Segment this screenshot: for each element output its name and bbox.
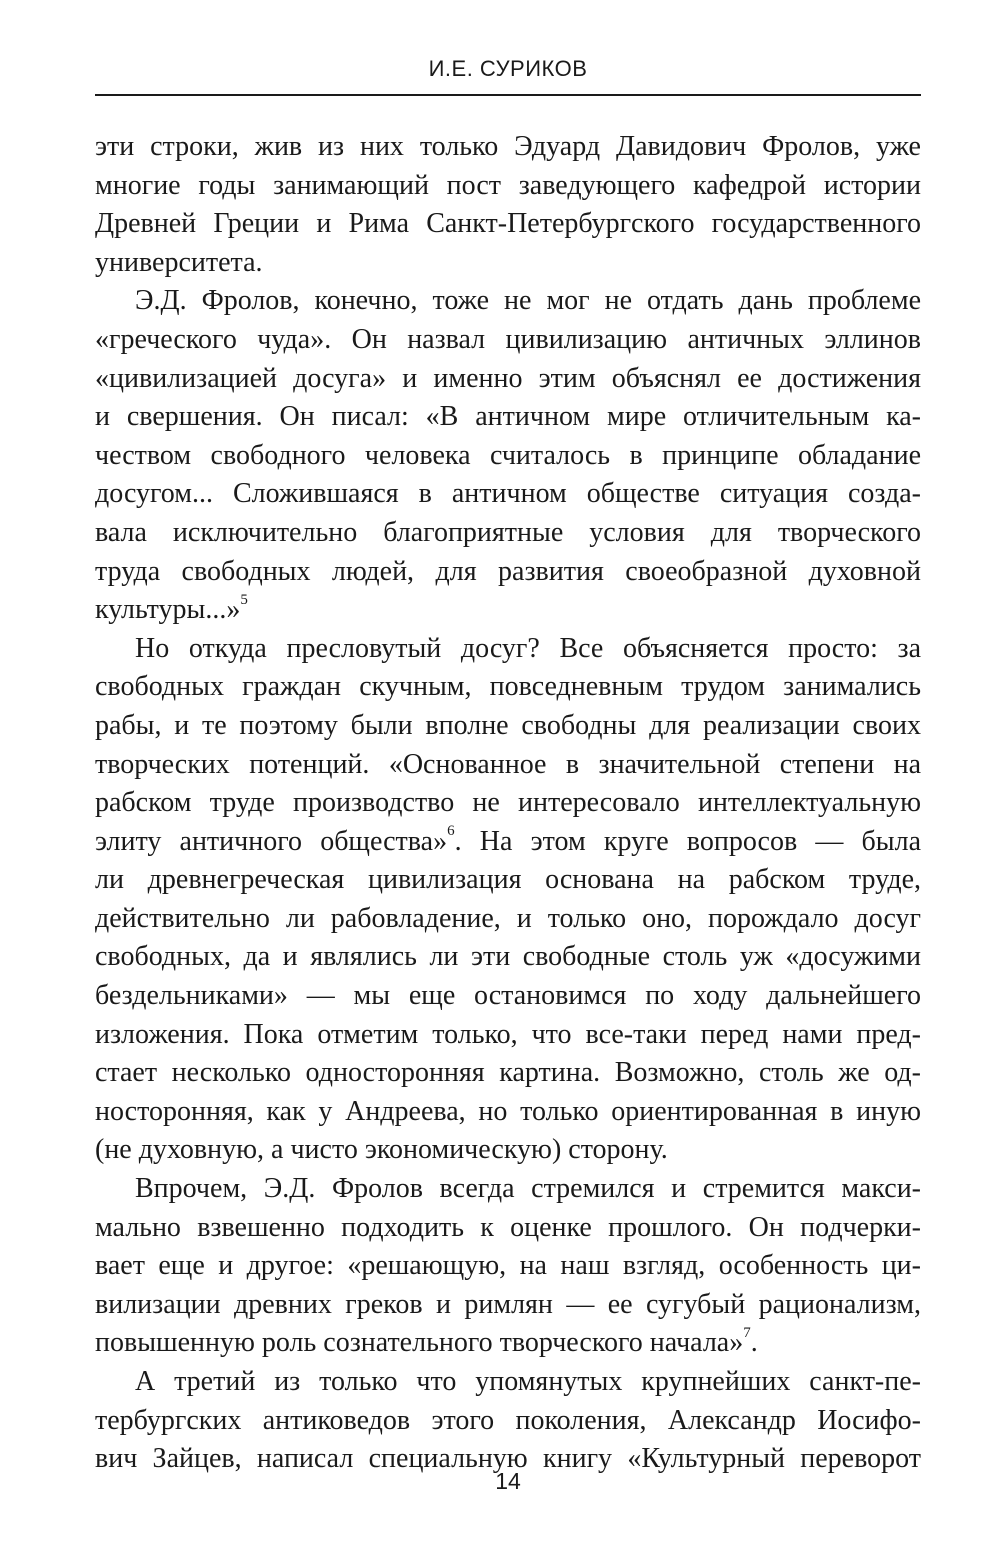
text-line: Но откуда пресловутый досуг? Все объясняется просто: за [135,632,921,664]
text-line: творческих потенций. «Основанное в значительной степени на [95,748,921,780]
text-fragment: повышенную роль сознательного творческого начала» [95,1327,744,1359]
paragraph-5 [95,1363,921,1479]
text-fragment: . [750,1327,758,1359]
text-fragment: культуры...» [95,594,241,626]
footnote-marker: 6 [447,823,455,840]
text-line [95,1324,921,1363]
text-line: изложения. Пока отметим только, что все-таки перед нами пред- [95,1018,921,1050]
text-fragment: элиту античного общества» [95,825,448,857]
text-line: вилизации древних греков и римлян — ее сугубый рационализм, [95,1288,921,1320]
footnote-marker: 7 [743,1325,751,1342]
text-fragment: . На этом круге вопросов — была [454,825,921,857]
text-line: тербургских антиковедов этого поколения, Александр Иосифо- [95,1404,921,1436]
text-line [95,823,921,862]
text-line: Древней Греции и Рима Санкт-Петербургского государственного [95,208,921,240]
text-line: носторонняя, как у Андреева, но только ориентированная в иную [95,1095,921,1127]
text-line: свободных граждан скучным, повседневным трудом занимались [95,671,921,703]
paragraph-3 [95,630,921,1170]
text-line: бездельниками» — мы еще остановимся по ходу дальнейшего [95,980,921,1012]
text-line: чеством свободного человека считалось в принципе обладание [95,439,921,471]
text-line: действительно ли рабовладение, и только оно, порождало досуг [95,902,921,934]
paragraph-2 [95,282,921,629]
header-rule [95,94,921,96]
footnote-marker: 5 [240,591,248,608]
text-line: вала исключительно благоприятные условия для творческого [95,516,921,548]
text-line: досугом... Сложившаяся в античном обществе ситуация созда- [95,478,921,510]
text-line: университета. [95,246,263,278]
text-line: рабы, и те поэтому были вполне свободны для реализации своих [95,709,921,741]
text-line: Впрочем, Э.Д. Фролов всегда стремился и стремится макси- [135,1173,921,1205]
text-line: многие годы занимающий пост заведующего кафедрой истории [95,169,921,201]
paragraph-4 [95,1170,921,1363]
text-line: (не духовную, а чисто экономическую) сторону. [95,1134,668,1166]
page-number: 14 [495,1468,521,1494]
text-line: труда свободных людей, для развития своеобразной духовной [95,555,921,587]
text-line [95,591,921,630]
text-line: А третий из только что упомянутых крупнейших санкт-пе- [135,1366,921,1397]
text-line: рабском труде производство не интересовало интеллектуальную [95,787,921,819]
text-line: мально взвешенно подходить к оценке прошлого. Он подчерки- [95,1211,921,1243]
text-line: свободных, да и являлись ли эти свободные столь уж «досужими [95,941,921,973]
running-header-author: И.Е. СУРИКОВ [428,56,588,81]
text-line: эти строки, жив из них только Эдуард Давидович Фролов, уже [95,131,921,162]
text-line: ли древнегреческая цивилизация основана на рабском труде, [95,864,921,896]
paragraph-1 [95,128,921,282]
body-text [95,128,921,1479]
text-line: стает несколько односторонняя картина. Возможно, столь же од- [95,1057,921,1089]
text-line: «цивилизацией досуга» и именно этим объяснял ее достижения [95,362,921,394]
text-line: и свершения. Он писал: «В античном мире отличительным ка- [95,401,921,433]
text-line: Э.Д. Фролов, конечно, тоже не мог не отдать дань проблеме [135,285,921,317]
text-line: вич Зайцев, написал специальную книгу «Культурный переворот [95,1443,921,1475]
text-line: «греческого чуда». Он назвал цивилизацию античных эллинов [95,323,921,355]
text-line: вает еще и другое: «решающую, на наш взгляд, особенность ци- [95,1250,921,1282]
